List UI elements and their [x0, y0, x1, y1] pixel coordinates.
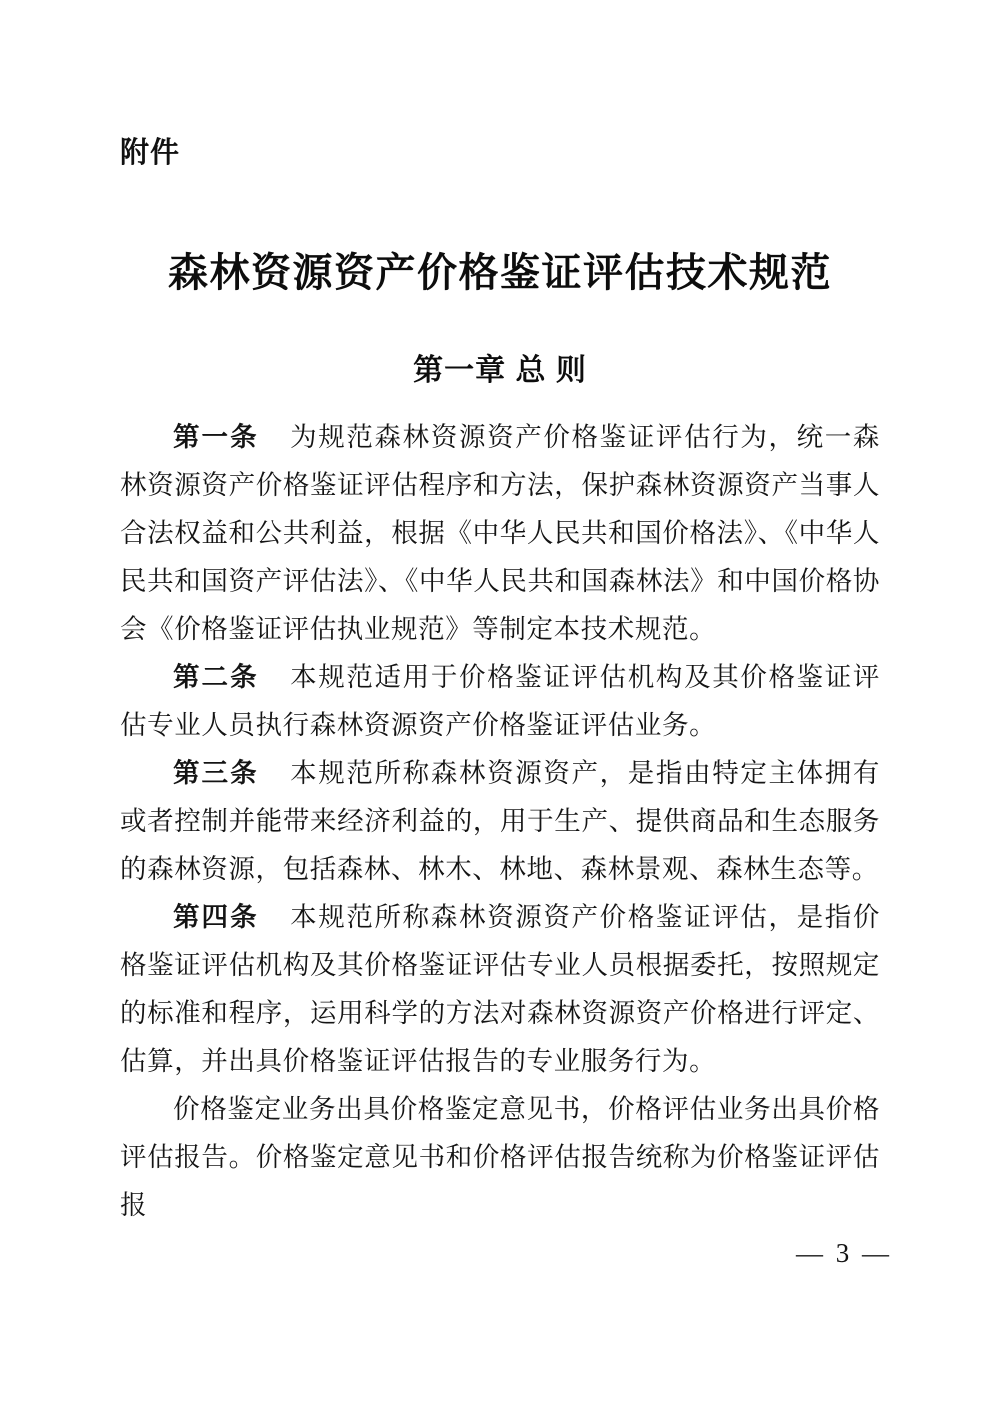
article-text: 本规范所称森林资源资产，是指由特定主体拥有或者控制并能带来经济利益的，用于生产、提供商品和生态服务的森林资源，包括森林、林木、林地、森林景观、森林生态等。	[120, 758, 880, 884]
page-title: 森林资源资产价格鉴证评估技术规范	[168, 251, 832, 295]
article-text: 为规范森林资源资产价格鉴证评估行为，统一森林资源资产价格鉴证评估程序和方法，保护森林资源资产当事人合法权益和公共利益，根据《中华人民共和国价格法》、《中华人民共和国资产评估法》、《中华人民共和国森林法》和中国价格协会《价格鉴证评估执业规范》等制定本技术规范。	[120, 422, 880, 644]
article-text: 本规范所称森林资源资产价格鉴证评估，是指价格鉴证评估机构及其价格鉴证评估专业人员根据委托，按照规定的标准和程序，运用科学的方法对森林资源资产价格进行评定、估算，并出具价格鉴证评估报告的专业服务行为。	[120, 902, 880, 1076]
article-paragraph	[120, 653, 880, 749]
article-number: 第四条	[173, 902, 259, 932]
article-number: 第二条	[173, 662, 259, 692]
article-text: 本规范适用于价格鉴证评估机构及其价格鉴证评估专业人员执行森林资源资产价格鉴证评估业务。	[120, 662, 880, 740]
article-paragraph	[120, 893, 880, 1085]
article-number: 第三条	[173, 758, 259, 788]
document-body	[120, 413, 880, 1229]
chapter-heading: 第一章 总 则	[413, 354, 587, 387]
article-paragraph	[120, 749, 880, 893]
page-number: — 3 —	[796, 1238, 892, 1268]
trailing-paragraph: 价格鉴定业务出具价格鉴定意见书，价格评估业务出具价格评估报告。价格鉴定意见书和价格评估报告统称为价格鉴证评估报	[120, 1094, 880, 1220]
attachment-label: 附件	[120, 137, 181, 169]
article-paragraph	[120, 413, 880, 653]
article-number: 第一条	[173, 422, 259, 452]
